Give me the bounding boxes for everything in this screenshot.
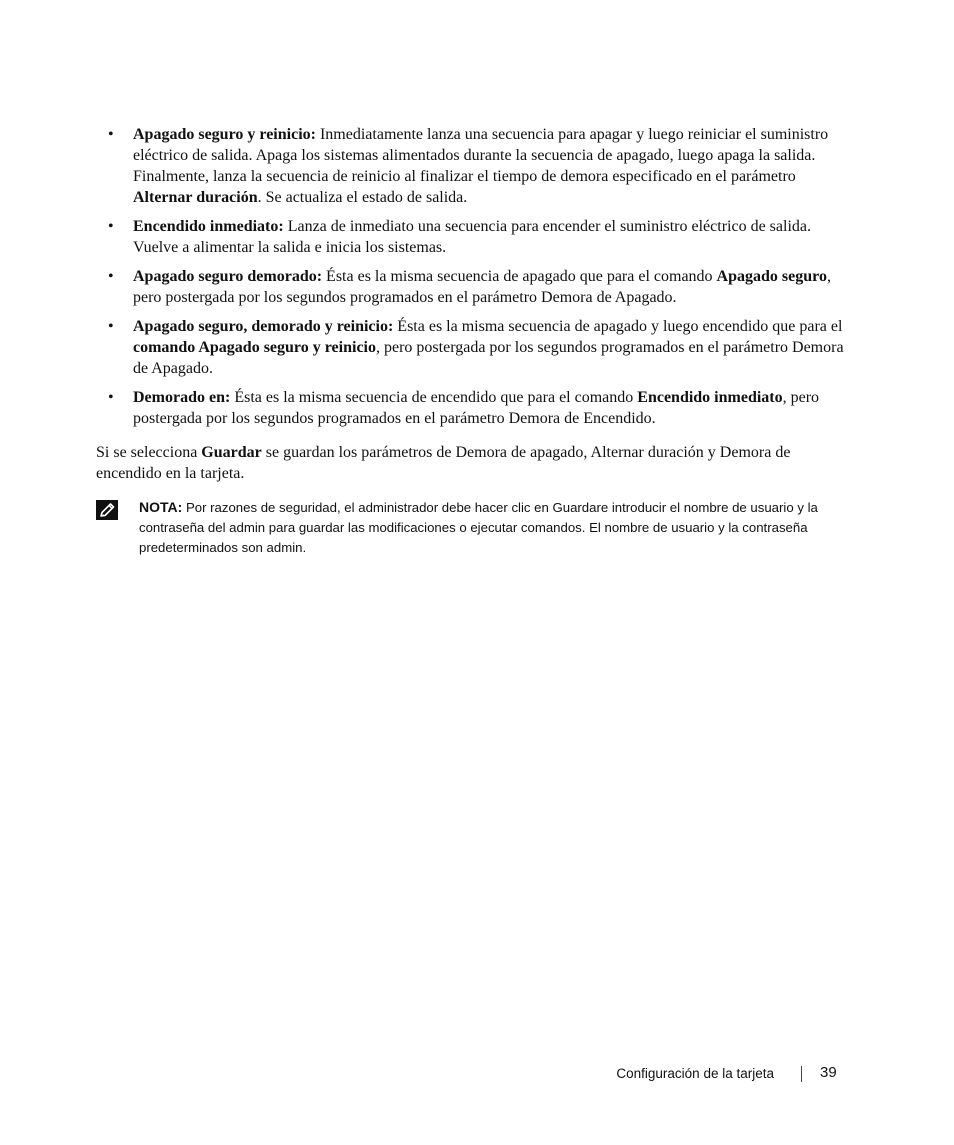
bullet-icon: • bbox=[108, 218, 114, 235]
list-item bbox=[105, 316, 857, 379]
bullet-icon: • bbox=[108, 389, 114, 406]
item-text: Ésta es la misma secuencia de apagado y luego encendido que para el bbox=[393, 318, 843, 335]
note-pencil-icon bbox=[96, 500, 118, 520]
note-text bbox=[139, 497, 854, 558]
save-paragraph bbox=[96, 442, 858, 484]
page-number: 39 bbox=[820, 1064, 837, 1081]
item-reference: Alternar duración bbox=[133, 189, 258, 206]
item-text: , pero postergada por los segundos programados en el parámetro Demora de Apagado. bbox=[133, 339, 844, 377]
item-text: , pero postergada por los segundos programados en el parámetro Demora de Apagado. bbox=[133, 268, 831, 306]
list-item bbox=[105, 266, 857, 308]
item-term: Demorado en: bbox=[133, 389, 231, 406]
bullet-icon: • bbox=[108, 268, 114, 285]
item-term: Apagado seguro demorado: bbox=[133, 268, 323, 285]
paragraph-reference: Guardar bbox=[201, 444, 262, 461]
item-text: . Se actualiza el estado de salida. bbox=[257, 189, 468, 206]
command-list bbox=[105, 124, 857, 437]
note-body: Por razones de seguridad, el administrador debe hacer clic en Guardare introducir el nombre de usuario y la contraseña del admin para guardar las modificaciones o ejecutar comandos. El nombre de usuario y la contraseña predeterminados son admin. bbox=[139, 500, 818, 555]
footer-divider bbox=[801, 1066, 802, 1082]
item-text: Lanza de inmediato una secuencia para encender el suministro eléctrico de salida. Vuelve a alimentar la salida e inicia los sistemas. bbox=[133, 218, 811, 256]
item-term: Apagado seguro, demorado y reinicio: bbox=[133, 318, 394, 335]
item-reference: Apagado seguro bbox=[716, 268, 827, 285]
paragraph-text: Si se selecciona bbox=[96, 444, 202, 461]
list-item bbox=[105, 124, 857, 208]
item-reference: Encendido inmediato bbox=[637, 389, 783, 406]
item-term: Apagado seguro y reinicio: bbox=[133, 126, 316, 143]
item-reference: comando Apagado seguro y reinicio bbox=[133, 339, 376, 356]
item-text: , pero postergada por los segundos programados en el parámetro Demora de Encendido. bbox=[133, 389, 820, 427]
paragraph-text: se guardan los parámetros de Demora de apagado, Alternar duración y Demora de encendido en la tarjeta. bbox=[96, 444, 791, 482]
footer-section-title: Configuración de la tarjeta bbox=[616, 1066, 774, 1081]
list-item bbox=[105, 216, 857, 258]
note-label: NOTA: bbox=[139, 499, 183, 515]
item-term: Encendido inmediato: bbox=[133, 218, 284, 235]
page-footer bbox=[560, 1062, 860, 1086]
bullet-icon: • bbox=[108, 126, 114, 143]
bullet-icon: • bbox=[108, 318, 114, 335]
item-text: Inmediatamente lanza una secuencia para apagar y luego reiniciar el suministro eléctrico de salida. Apaga los sistemas alimentados durante la secuencia de apagado, luego apaga la salida. Finalmente, lanza la secuencia de reinicio al finalizar el tiempo de demora especificado en el parámetro bbox=[133, 126, 829, 185]
item-text: Ésta es la misma secuencia de apagado que para el comando bbox=[322, 268, 717, 285]
item-text: Ésta es la misma secuencia de encendido que para el comando bbox=[230, 389, 638, 406]
list-item bbox=[105, 387, 857, 429]
